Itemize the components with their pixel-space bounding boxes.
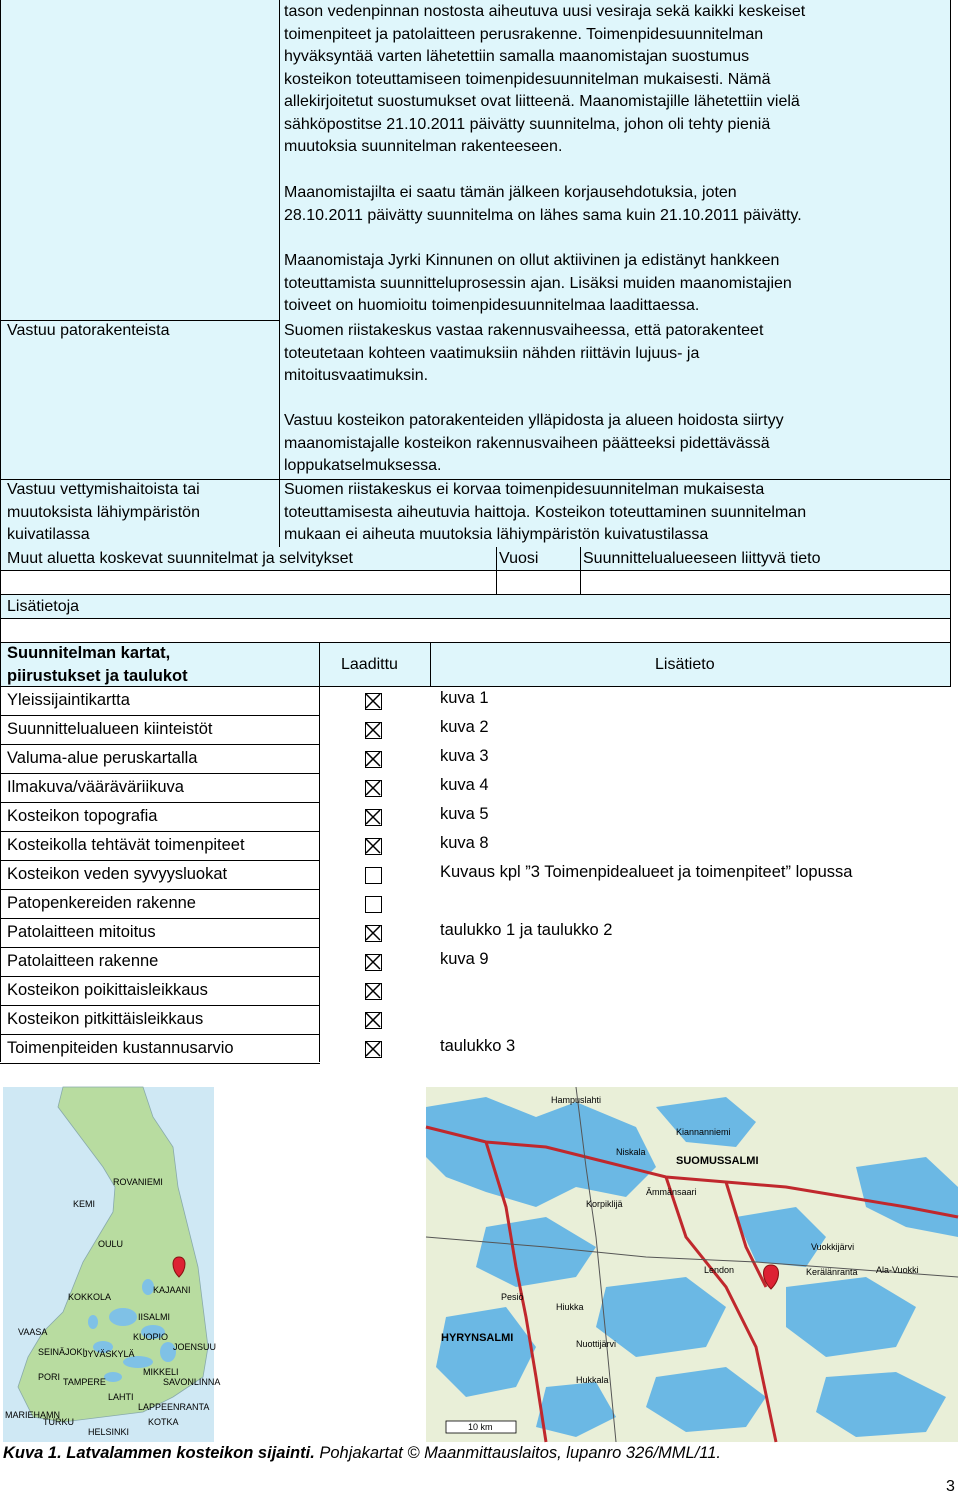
table-mid-border: [279, 0, 280, 548]
x-mark-icon: [366, 1042, 380, 1056]
regional-map: [426, 1087, 958, 1442]
map-left-label: KOKKOLA: [68, 1292, 112, 1302]
lisatietoja-empty-row: [0, 619, 951, 643]
map-left-label: LAPPEENRANTA: [138, 1402, 210, 1412]
kartat-lisatieto-header: Lisätieto: [655, 656, 715, 673]
x-mark-icon: [366, 839, 380, 853]
map-left-label: MARIEHAMN: [5, 1410, 61, 1420]
map-right-label: SUOMUSSALMI: [676, 1155, 759, 1167]
x-mark-icon: [366, 723, 380, 737]
checked-checkbox[interactable]: [365, 722, 382, 739]
map-left-label: LAHTI: [108, 1392, 134, 1402]
x-mark-icon: [366, 955, 380, 969]
map-left-label: KAJAANI: [153, 1285, 191, 1295]
map-right-label: Vuokkijärvi: [811, 1242, 855, 1252]
map-right-label: Niskala: [616, 1147, 646, 1157]
kartat-row-info: taulukko 1 ja taulukko 2: [440, 921, 613, 939]
muut-col3-header: Suunnittelualueeseen liittyvä tieto: [583, 550, 821, 567]
unchecked-checkbox[interactable]: [365, 896, 382, 913]
checked-checkbox[interactable]: [365, 751, 382, 768]
x-mark-icon: [366, 984, 380, 998]
checked-checkbox[interactable]: [365, 954, 382, 971]
map-left-label: ROVANIEMI: [113, 1177, 163, 1187]
patorakenteet-paragraph-1: Suomen riistakeskus vastaa rakennusvaiheessa, että patorakenteet toteutetaan kohteen vaatimuksiin nähden riittävin lujuus- ja mitoitusvaatimuksin.: [284, 322, 764, 384]
patorakenteet-label: Vastuu patorakenteista: [7, 322, 170, 339]
x-mark-icon: [366, 810, 380, 824]
kartat-row-info: kuva 9: [440, 950, 489, 968]
lisatietoja-label: Lisätietoja: [7, 598, 80, 615]
map-right-label: Ala-Vuokki: [876, 1265, 919, 1275]
kartat-row-label: Kosteikolla tehtävät toimenpiteet: [7, 836, 245, 854]
x-mark-icon: [366, 694, 380, 708]
map-scale-label: 10 km: [468, 1422, 493, 1432]
kartat-row-info: kuva 1: [440, 689, 489, 707]
kartat-row-label: Patopenkereiden rakenne: [7, 894, 196, 912]
kartat-row-info: kuva 8: [440, 834, 489, 852]
kartat-row-label: Kosteikon veden syvyysluokat: [7, 865, 228, 883]
kartat-row-label: Patolaitteen mitoitus: [7, 923, 156, 941]
map-left-label: MIKKELI: [143, 1367, 179, 1377]
kartat-row-label: Valuma-alue peruskartalla: [7, 749, 198, 767]
page-number: 3: [946, 1478, 955, 1495]
top-paragraph-1: tason vedenpinnan nostosta aiheutuva uusi vesiraja sekä kaikki keskeiset toimenpiteet ja patolaitteen perusrakenne. Toimenpidesuunnitelman hyväksyntää varten lähetettiin samalla maanomistajan suostumus kosteikon toteuttamiseen toimenpidesuunnitelman mukaisesti. Nämä allekirjoitetut suostumukset ovat liitteenä. Maanomistajille lähetettiin vielä sähköpostitse 21.10.2011 päivätty suunnitelma, johon oli tehty pieniä muutoksia suunnitelman rakenteeseen.: [284, 3, 806, 155]
map-left-label: SEINÄJOKI: [38, 1347, 86, 1357]
map-right-label: Hiukka: [556, 1302, 584, 1312]
unchecked-checkbox[interactable]: [365, 867, 382, 884]
kartat-laadittu-header: Laadittu: [341, 656, 398, 673]
checked-checkbox[interactable]: [365, 693, 382, 710]
kartat-row-label: Suunnittelualueen kiinteistöt: [7, 720, 213, 738]
finland-overview-map: [3, 1087, 221, 1442]
map-right-label: Korpiklijä: [586, 1199, 623, 1209]
vettymishaitat-text: Suomen riistakeskus ei korvaa toimenpidesuunnitelman mukaisesta toteuttamisesta aiheutuvia haittoja. Kosteikon toteuttaminen suunnitelman mukaan ei aiheuta muutoksia lähiympäristön kuivatustilassa: [284, 481, 807, 543]
kartat-header-label: Suunnitelman kartat, piirustukset ja taulukot: [7, 644, 188, 685]
caption-bold: Kuva 1. Latvalammen kosteikon sijainti.: [3, 1444, 315, 1462]
map-right-label: Kerälänranta: [806, 1267, 858, 1277]
kartat-row-label: Yleissijaintikartta: [7, 691, 130, 709]
checked-checkbox[interactable]: [365, 780, 382, 797]
x-mark-icon: [366, 781, 380, 795]
map-right-label: Pesiö: [501, 1292, 524, 1302]
checked-checkbox[interactable]: [365, 838, 382, 855]
kartat-row-label: Kosteikon topografia: [7, 807, 158, 825]
map-left-label: JOENSUU: [173, 1342, 217, 1352]
map-left-label: VAASA: [18, 1327, 48, 1337]
finland-map-svg: [3, 1087, 217, 1442]
kartat-row-label: Kosteikon poikittaisleikkaus: [7, 981, 208, 999]
map-right-label: Hampuslahti: [551, 1095, 602, 1105]
table-left-border: [0, 0, 1, 548]
map-left-label: KUOPIO: [133, 1332, 169, 1342]
map-right-label: Hukkala: [576, 1375, 609, 1385]
map-left-label: SAVONLINNA: [163, 1377, 221, 1387]
top-paragraph-2: Maanomistajilta ei saatu tämän jälkeen korjausehdotuksia, joten 28.10.2011 päivätty suunnitelma on lähes sama kuin 21.10.2011 päivätty.: [284, 184, 802, 224]
map-left-label: HELSINKI: [88, 1427, 130, 1437]
kartat-row-label: Ilmakuva/vääräväriikuva: [7, 778, 184, 796]
map-left-label: IISALMI: [138, 1312, 171, 1322]
left-label-column: [0, 0, 279, 548]
kartat-row-info: taulukko 3: [440, 1037, 516, 1055]
x-mark-icon: [366, 926, 380, 940]
map-left-label: PORI: [38, 1372, 61, 1382]
map-left-label: JYVÄSKYLÄ: [83, 1349, 135, 1359]
kartat-row-info: Kuvaus kpl ”3 Toimenpidealueet ja toimenpiteet” lopussa: [440, 863, 853, 881]
kartat-row-info: kuva 4: [440, 776, 489, 794]
map-right-label: Nuottijärvi: [576, 1339, 617, 1349]
muut-empty-row: [0, 571, 951, 595]
muut-col1-header: Muut aluetta koskevat suunnitelmat ja selvitykset: [7, 550, 353, 567]
caption-rest: Pohjakartat © Maanmittauslaitos, lupanro 326/MML/11.: [314, 1444, 722, 1462]
map-left-label: OULU: [98, 1239, 124, 1249]
top-paragraph-3: Maanomistaja Jyrki Kinnunen on ollut aktiivinen ja edistänyt hankkeen toteuttamista suunnitteluprosessin ajan. Lisäksi muiden maanomistajien toiveet on huomioitu toimenpidesuunnitelmaa laadittaessa.: [284, 252, 792, 314]
vettymishaitat-label: Vastuu vettymishaitoista tai muutoksista lähiympäristön kuivatilassa: [7, 481, 200, 543]
x-mark-icon: [366, 752, 380, 766]
kartat-row-info: kuva 3: [440, 747, 489, 765]
checked-checkbox[interactable]: [365, 925, 382, 942]
kartat-row-info: kuva 5: [440, 805, 489, 823]
map-right-label: Lendon: [704, 1265, 735, 1275]
kartat-row-info: kuva 2: [440, 718, 489, 736]
checked-checkbox[interactable]: [365, 1012, 382, 1029]
figure-caption: [3, 1444, 721, 1463]
lisatietoja-row: [0, 595, 951, 619]
map-left-label: TAMPERE: [63, 1377, 106, 1387]
patorakenteet-paragraph-2: Vastuu kosteikon patorakenteiden ylläpidosta ja alueen hoidosta siirtyy maanomistajalle kosteikon rakennusvaiheen päätteeksi pidettävässä loppukatselmuksessa.: [284, 412, 784, 474]
map-left-label: KOTKA: [148, 1417, 179, 1427]
kartat-row-label: Patolaitteen rakenne: [7, 952, 159, 970]
kartat-col-divider-2: [430, 642, 431, 687]
map-left-label: TURKU: [43, 1417, 74, 1427]
kartat-row-label: Kosteikon pitkittäisleikkaus: [7, 1010, 204, 1028]
x-mark-icon: [366, 1013, 380, 1027]
checked-checkbox[interactable]: [365, 1041, 382, 1058]
checked-checkbox[interactable]: [365, 809, 382, 826]
map-left-label: KEMI: [73, 1199, 96, 1209]
map-right-label: Kiannanniemi: [676, 1127, 731, 1137]
map-right-label: HYRYNSALMI: [441, 1332, 514, 1344]
table-right-border: [950, 0, 951, 548]
checked-checkbox[interactable]: [365, 983, 382, 1000]
kartat-row-label: Toimenpiteiden kustannusarvio: [7, 1039, 234, 1057]
map-right-label: Ämmänsaari: [646, 1187, 697, 1197]
muut-col2-header: Vuosi: [499, 550, 539, 567]
